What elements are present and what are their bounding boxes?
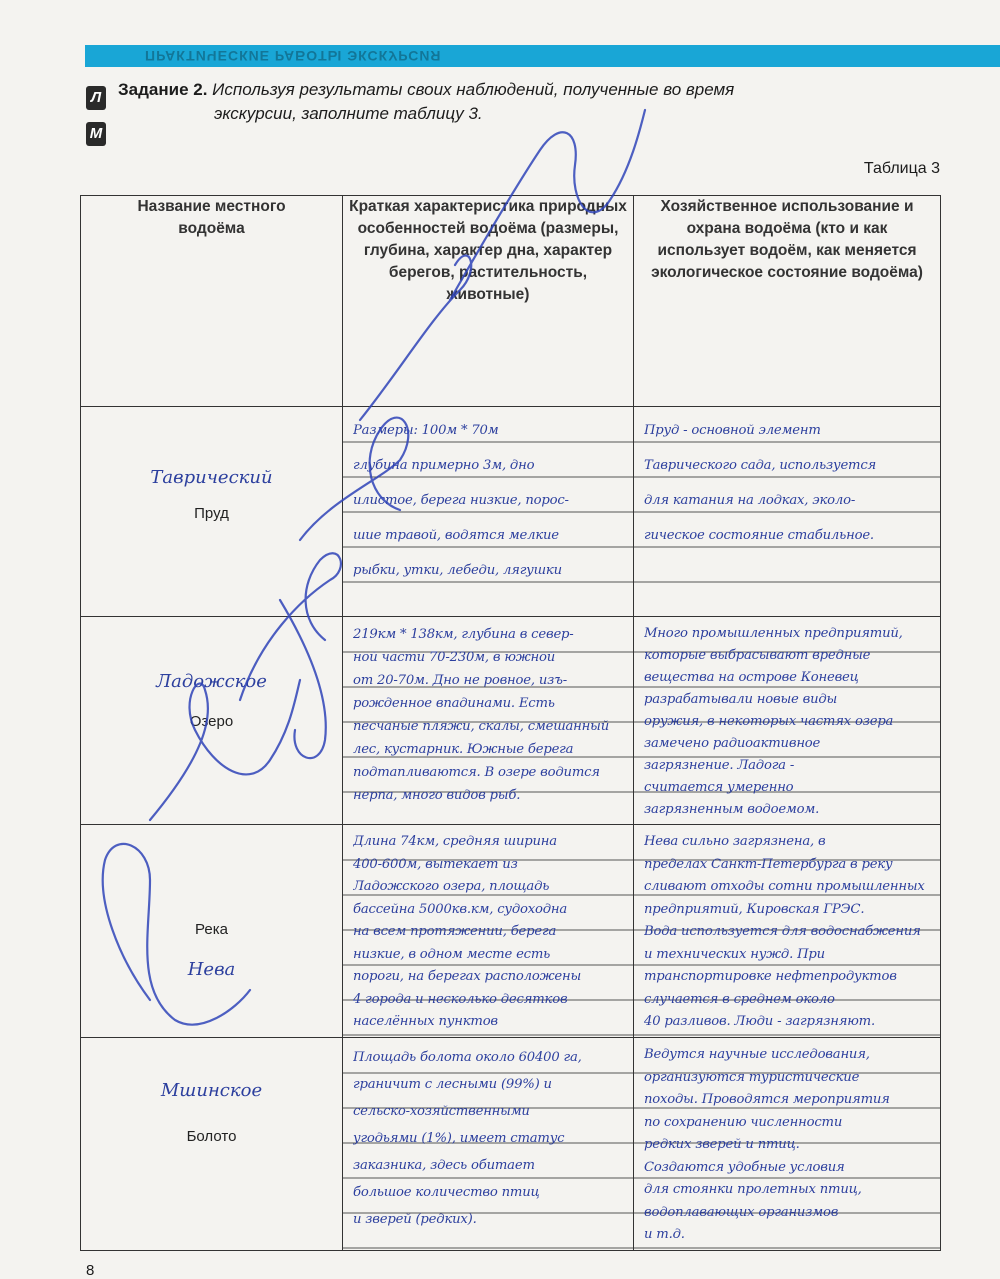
text-line: которые выбрасывают вредные [644,648,871,663]
usage-cell [634,1038,941,1251]
handwritten-name: Мшинское [160,1080,263,1101]
text-line: Вода используется для водоснабжения [644,924,921,939]
usage-cell [634,617,941,825]
characteristics-cell [343,617,634,825]
text-line: рыбки, утки, лебеди, лягушки [353,563,562,578]
text-line: сливают отходы сотни промышленных [644,879,925,894]
usage-cell [634,407,941,617]
top-banner [85,45,1000,67]
text-line: загрязненным водоемом. [644,802,820,817]
text-line: Пруд - основной элемент [644,423,821,438]
text-line: Площадь болота около 60400 га, [353,1050,582,1065]
text-line: нерпа, много видов рыб. [353,788,521,803]
table-caption: Таблица 3 [863,160,940,177]
text-line: 400-600м, вытекает из [353,856,518,872]
text-line: по сохранению численности [644,1114,843,1130]
text-line: глубина примерно 3м, дно [353,458,535,473]
text-line: считается умеренно [644,780,794,795]
text-line: Размеры: 100м * 70м [353,423,499,438]
characteristics-cell [343,407,634,617]
text-line: загрязнение. Ладога - [644,758,795,773]
text-line: низкие, в одном месте есть [353,946,551,962]
water-body-name-cell [81,1038,343,1251]
header-name: Название местного водоёма [81,196,343,407]
text-line: гическое состояние стабильное. [644,528,874,543]
text-line: сельско-хозяйственными [353,1104,530,1119]
text-line: рожденное впадинами. Есть [353,696,555,711]
text-line: и т.д. [644,1227,685,1242]
text-line: Нева сильно загрязнена, в [644,834,826,849]
text-line: Много промышленных предприятий, [644,626,903,641]
characteristics-cell [343,1038,634,1251]
task-text-line1: Используя результаты своих наблюдений, полученные во время [212,80,735,99]
characteristics-cell [343,825,634,1038]
text-line: водоплавающих организмов [644,1204,839,1220]
table-row [81,407,941,617]
text-line: предприятий, Кировская ГРЭС. [644,901,865,917]
text-line: илистое, берега низкие, порос- [353,493,569,508]
water-body-name-cell [81,825,343,1038]
text-line: для катания на лодках, эколо- [644,493,856,508]
handwritten-name: Таврический [150,467,273,488]
water-body-name-cell [81,407,343,617]
text-line: для стоянки пролетных птиц, [644,1182,862,1197]
text-line: ной части 70-230м, в южной [353,650,556,665]
text-line: Длина 74км, средняя ширина [353,834,557,849]
text-line: граничит с лесными (99%) и [353,1077,552,1092]
text-line: Таврического сада, используется [644,458,877,473]
task-instruction [118,78,938,126]
water-body-type: Река [195,921,228,938]
text-line: организуются туристические [644,1069,860,1085]
text-line: Ведутся научные исследования, [644,1047,870,1062]
table-header-row [81,196,941,407]
text-line: на всем протяжении, берега [353,924,557,939]
text-line: Создаются удобные условия [644,1159,845,1175]
table-row [81,1038,941,1251]
text-line: случается в среднем около [644,991,835,1007]
handwritten-name: Нева [187,959,236,980]
header-characteristics: Краткая характеристика природных особенностей водоёма (размеры, глубина, характер дна, характер берегов, растительность, животные) [343,196,634,407]
text-line: редких зверей и птиц. [644,1137,800,1152]
water-body-type: Пруд [194,505,229,522]
text-line: бассейна 5000кв.км, судоходна [353,901,568,917]
text-line: разрабатывали новые виды [644,692,838,707]
text-line: населённых пунктов [353,1014,498,1029]
banner-text: ПРАКТИЧЕСКИЕ РАБОТЫ ЭКСКУРСИЯ [145,48,442,64]
text-line: походы. Проводятся мероприятия [644,1092,890,1107]
header-usage: Хозяйственное использование и охрана водоёма (кто и как использует водоём, как меняется экологическое состояние водоёма) [634,196,941,407]
water-body-name-cell [81,617,343,825]
text-line: угодьями (1%), имеет статус [353,1131,565,1146]
text-line: Ладожского озера, площадь [353,879,550,894]
text-line: подтапливаются. В озере водится [353,765,600,780]
task-text-line2: экскурсии, заполните таблицу 3. [214,104,483,123]
table-row [81,617,941,825]
text-line: заказника, здесь обитает [353,1158,535,1173]
text-line: оружия, в некоторых частях озера [644,714,894,729]
page-number: 8 [86,1262,95,1279]
usage-cell [634,825,941,1038]
text-line: и зверей (редких). [353,1212,477,1227]
text-line: пороги, на берегах расположены [353,969,582,984]
text-line: от 20-70м. Дно не ровное, изъ- [353,673,567,688]
text-line: пределах Санкт-Петербурга в реку [644,856,893,872]
text-line: лес, кустарник. Южные берега [353,742,574,757]
table-row [81,825,941,1038]
task-label: Задание 2. [118,80,208,99]
badge-l-icon: Л [86,86,106,110]
observation-table [80,195,941,1251]
text-line: шие травой, водятся мелкие [353,528,559,543]
text-line: и технических нужд. При [644,946,825,962]
water-body-type: Озеро [189,713,234,730]
text-line: транспортировке нефтепродуктов [644,969,897,984]
text-line: 219км * 138км, глубина в север- [353,627,574,642]
water-body-type: Болото [186,1128,237,1145]
badge-m-icon: М [86,122,106,146]
text-line: вещества на острове Коневец [644,670,859,685]
text-line: 4 города и несколько десятков [353,991,568,1007]
text-line: 40 разливов. Люди - загрязняют. [644,1014,875,1029]
text-line: песчаные пляжи, скалы, смешанный [353,719,609,734]
handwritten-name: Ладожское [156,671,267,692]
text-line: большое количество птиц [353,1185,540,1200]
text-line: замечено радиоактивное [644,736,821,751]
